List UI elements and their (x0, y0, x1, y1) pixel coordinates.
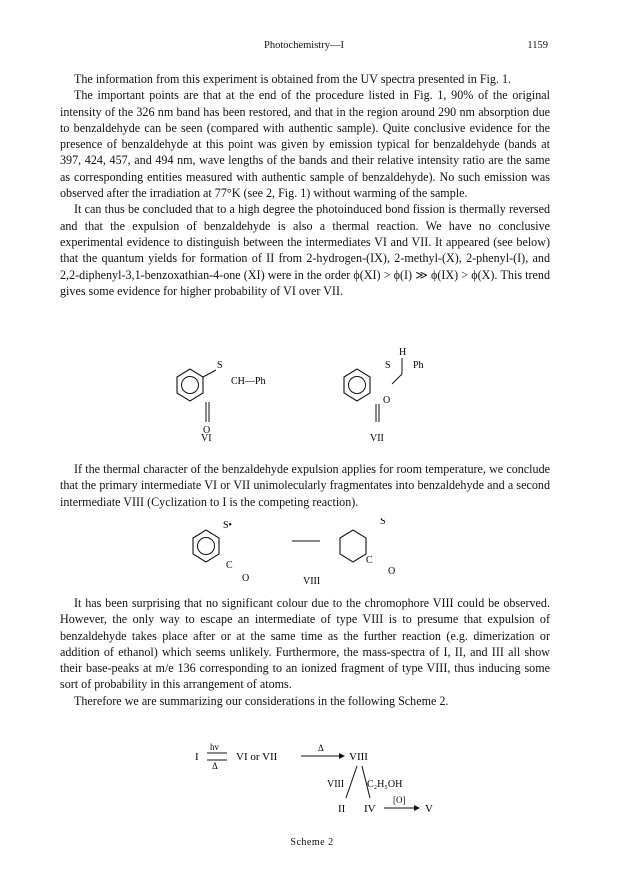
scheme-v: V (425, 803, 433, 815)
vi-label: VI (201, 433, 212, 444)
viii-label: VIII (303, 576, 321, 586)
structures-vi-vii (160, 344, 480, 444)
paragraph: Therefore we are summarizing our considerations in the following Scheme 2. (74, 693, 449, 708)
scheme-2 (190, 742, 450, 834)
vi-s-atom: S (217, 360, 223, 371)
vi-o-atom: O (203, 425, 211, 436)
structure-viii (190, 518, 440, 586)
viii-s-right: S (380, 518, 386, 527)
vii-ph: Ph (413, 360, 424, 371)
scheme-i: I (195, 751, 199, 763)
vii-o-atom: O (383, 395, 391, 406)
body-text-bottom (60, 595, 550, 709)
running-title: Photochemistry—I (264, 40, 344, 51)
paragraph: If the thermal character of the benzaldehyde expulsion applies for room temperature, we conclude that the primary intermediate VI or VII unimolecularly fragmentates into benzaldehyde and a second intermediate VIII (Cyclization to I is the competing reaction). (60, 462, 550, 509)
viii-c-right: C (366, 555, 373, 566)
scheme-branch-viii: VIII (327, 779, 345, 790)
paragraph: The important points are that at the end of the procedure listed in Fig. 1, 90% of the original intensity of the 326 nm band has been restored, and that in the region around 290 nm absorption due to benzaldehyde can be seen (compared with authentic sample). Quite conclusive evidence for the presence of benzaldehyde at this point was given by emission typical for benzaldehyde (bands at 397, 424, 457, and 494 nm, wave lengths of the bands and their relative intensity ratio are the same as corresponding entities measured with authentic sample of benzaldehyde). No such emission was observed after the irradiation at 77°K (see 2, Fig. 1) without warming of the sample. (60, 88, 550, 201)
viii-o-left: O (242, 573, 250, 584)
scheme-viii: VIII (349, 751, 368, 763)
vii-s-atom: S (385, 360, 391, 371)
paragraph: It can thus be concluded that to a high degree the photoinduced bond fission is thermally reversed and that the expulsion of benzaldehyde is also a thermal reaction. We have no conclusive experimental evidence to distinguish between the intermediates VI and VII. It appeared (see below) that the quantum yields for formation of II from 2-hydrogen-(IX), 2-methyl-(X), 2-phenyl-(I), and 2,2-diphenyl-3,1-benzoxathian-4-one (XI) were in the order ϕ(XI) > ϕ(I) ≫ ϕ(IX) > ϕ(X). This trend gives some evidence for higher probability of VI over VII. (60, 202, 550, 298)
scheme-ii: II (338, 803, 346, 815)
running-header (60, 40, 548, 56)
structure-vii (344, 347, 424, 444)
body-text-middle (60, 461, 550, 510)
scheme-vi-or-vii: VI or VII (236, 751, 278, 763)
viii-o-right: O (388, 566, 396, 577)
scheme-hv: hv (210, 742, 219, 752)
vii-label: VII (370, 433, 384, 444)
viii-s-radical: S• (223, 520, 233, 531)
structure-vi (177, 360, 265, 444)
scheme-delta-1: Δ (212, 761, 218, 771)
page-number: 1159 (527, 40, 548, 51)
vii-h-atom: H (399, 347, 407, 358)
scheme-iv: IV (364, 803, 376, 815)
paragraph: It has been surprising that no significant colour due to the chromophore VIII could be observed. However, the only way to escape an intermediate of type VIII is to presume that expulsion of benzaldehyde takes place after or at the same time as the further reaction (e.g. dimerization or addition of ethanol) which seems unlikely. Furthermore, the mass-spectra of I, II, and III all show their base-peaks at m/e 136 corresponding to an ionized fragment of type VIII, thus inducing some sort of probability in this arrangement of atoms. (60, 596, 550, 692)
viii-c-left: C (226, 560, 233, 571)
scheme-ethanol: C₂H₅OH (367, 779, 403, 790)
scheme-delta-2: Δ (318, 743, 324, 753)
scheme-oxidation: [O] (393, 795, 406, 805)
vi-ch-ph: CH—Ph (231, 376, 266, 387)
scheme-caption: Scheme 2 (290, 837, 334, 848)
body-text-top (60, 71, 550, 299)
paragraph: The information from this experiment is obtained from the UV spectra presented in Fig. 1. (74, 72, 512, 86)
